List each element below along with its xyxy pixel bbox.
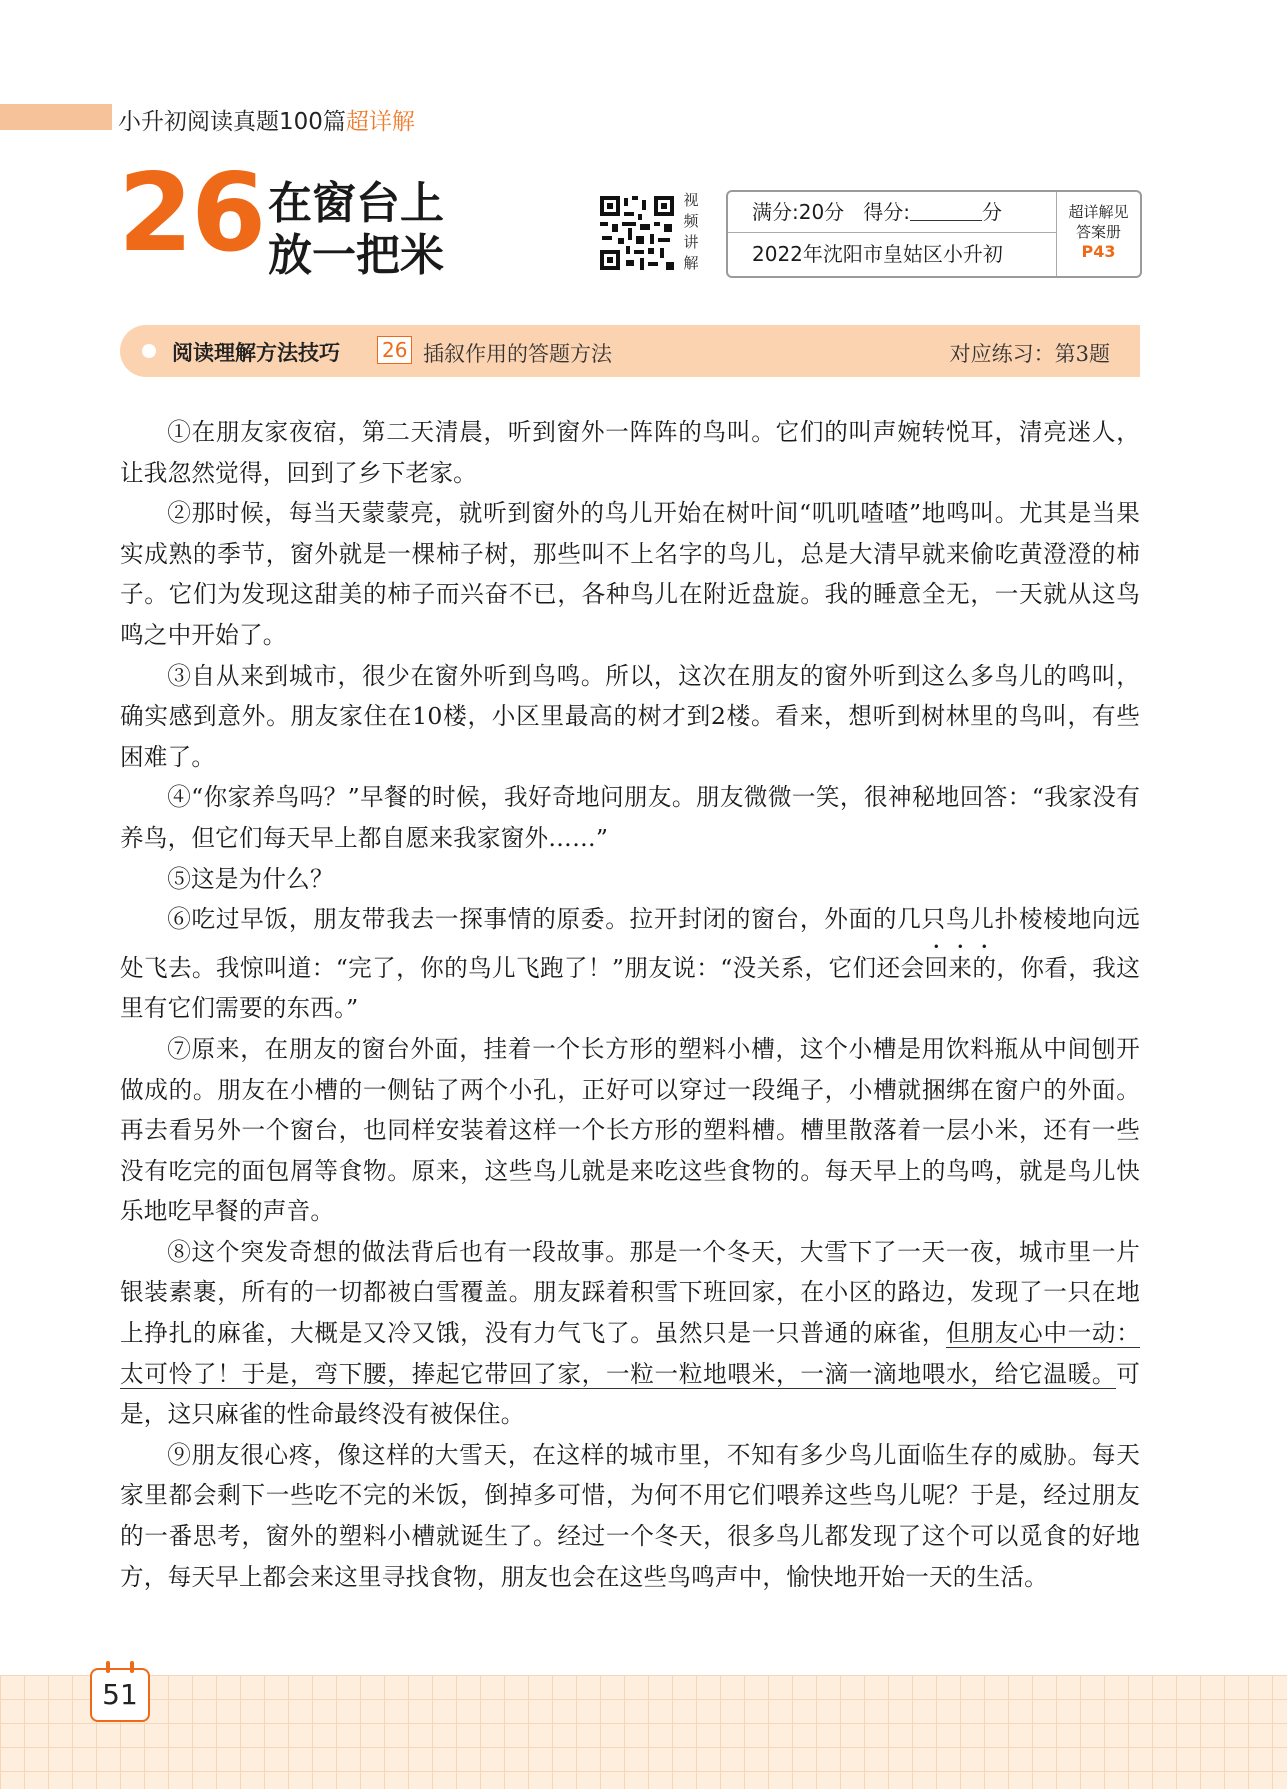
paragraph-8-text-end: 可是，这只麻雀的性命最终没有被保住。 [120, 1359, 1140, 1429]
score-box [726, 190, 1142, 278]
paragraph-8-text: ⑧这个突发奇想的做法背后也有一段故事。那是一个冬天，大雪下了一天一夜，城市里一片银装素裹，所有的一切都被白雪覆盖。朋友踩着积雪下班回家，在小区的路边，发现了一只在地上挣扎的麻雀，大概是又冷又饿，没有力气飞了。虽然只是一只普通的麻雀， [120, 1237, 1140, 1348]
paragraph-7: ⑦原来，在朋友的窗台外面，挂着一个长方形的塑料小槽，这个小槽是用饮料瓶从中间刨开做成的。朋友在小槽的一侧钻了两个小孔，正好可以穿过一段绳子，小槽就捆绑在窗户的外面。再去看另外一个窗台，也同样安装着这样一个长方形的塑料槽。槽里散落着一层小米，还有一些没有吃完的面包屑等食物。原来，这些鸟儿就是来吃这些食物的。每天早上的鸟鸣，就是鸟儿快乐地吃早餐的声音。 [120, 1034, 1140, 1226]
method-label: 阅读理解方法技巧 [172, 341, 340, 365]
score-row [728, 192, 1056, 233]
paragraph-6 [120, 899, 1140, 1029]
qr-label-char: 视 [683, 191, 699, 209]
answer-ref-line2: 答案册 [1075, 223, 1121, 241]
series-title-main: 小升初阅读真题100篇 [118, 109, 346, 135]
score-blank[interactable] [910, 200, 982, 221]
answer-ref-line1: 超详解见 [1068, 203, 1129, 221]
lesson-title [268, 178, 444, 282]
lesson-title-line2: 放一把米 [268, 230, 444, 281]
series-title [118, 103, 415, 136]
full-score: 满分:20分 [752, 200, 845, 224]
bullet-dot-icon [142, 344, 156, 358]
score-unit: 分 [982, 200, 1003, 224]
exam-source: 2022年沈阳市皇姑区小升初 [752, 242, 1003, 266]
score-label: 得分: [863, 200, 911, 224]
paragraph-8 [120, 1232, 1140, 1435]
paragraph-2: ②那时候，每当天蒙蒙亮，就听到窗外的鸟儿开始在树叶间“叽叽喳喳”地鸣叫。尤其是当果实成熟的季节，窗外就是一棵柿子树，那些叫不上名字的鸟儿，总是大清早就来偷吃黄澄澄的柿子。它们为发现这甜美的柿子而兴奋不已，各种鸟儿在附近盘旋。我的睡意全无，一天就从这鸟鸣之中开始了。 [120, 499, 1140, 649]
page-number: 51 [90, 1668, 150, 1722]
qr-label-char: 频 [683, 212, 699, 230]
qr-code-icon[interactable] [598, 194, 676, 272]
paragraph-6-text-end: ，你看，我这里有它们需要的东西。” [120, 953, 1140, 1023]
answer-ref-page: P43 [1081, 242, 1116, 261]
method-practice: 对应练习：第3题 [949, 342, 1110, 366]
qr-label-char: 解 [683, 254, 699, 272]
method-bar [120, 325, 1140, 377]
paragraph-6-text: ⑥吃过早饭，朋友带我去一探事情的原委。拉开封闭的窗台，外面的几只鸟儿扑棱棱地向远处飞去。我惊叫道：“完了，你的鸟儿飞跑了！”朋友说：“没关系，它们还会 [120, 905, 1140, 982]
qr-label [681, 190, 701, 274]
paragraph-1: ①在朋友家夜宿，第二天清晨，听到窗外一阵阵的鸟叫。它们的叫声婉转悦耳，清亮迷人，让我忽然觉得，回到了乡下老家。 [120, 418, 1140, 487]
series-title-accent: 超详解 [345, 109, 415, 135]
underlined-sentence: 但朋友心中一动：太可怜了！于是，弯下腰，捧起它带回了家，一粒一粒地喂米，一滴一滴地喂水，给它温暖。 [120, 1319, 1141, 1388]
qr-label-char: 讲 [683, 233, 699, 251]
footer-grid [0, 1675, 1287, 1789]
paragraph-4: ④“你家养鸟吗？”早餐的时候，我好奇地问朋友。朋友微微一笑，很神秘地回答：“我家没有养鸟，但它们每天早上都自愿来我家窗外……” [120, 783, 1140, 852]
emphasized-phrase: 回来的 [924, 953, 997, 982]
method-number: 26 [377, 336, 412, 364]
source-row [728, 234, 1056, 276]
article-body [120, 412, 1140, 1597]
paragraph-3: ③自从来到城市，很少在窗外听到鸟鸣。所以，这次在朋友的窗外听到这么多鸟儿的鸣叫，确实感到意外。朋友家住在10楼，小区里最高的树才到2楼。看来，想听到树林里的鸟叫，有些困难了。 [120, 661, 1140, 771]
paragraph-9: ⑨朋友很心疼，像这样的大雪天，在这样的城市里，不知有多少鸟儿面临生存的威胁。每天家里都会剩下一些吃不完的米饭，倒掉多可惜，为何不用它们喂养这些鸟儿呢？于是，经过朋友的一番思考，窗外的塑料小槽就诞生了。经过一个冬天，很多鸟儿都发现了这个可以觅食的好地方，每天早上都会来这里寻找食物，朋友也会在这些鸟鸣声中，愉快地开始一天的生活。 [120, 1440, 1140, 1591]
paragraph-5: ⑤这是为什么？ [167, 864, 334, 893]
answer-reference [1056, 192, 1140, 276]
lesson-number: 26 [118, 151, 265, 276]
header-accent-band [0, 104, 112, 130]
lesson-title-line1: 在窗台上 [268, 178, 444, 229]
method-topic: 插叙作用的答题方法 [423, 342, 612, 366]
